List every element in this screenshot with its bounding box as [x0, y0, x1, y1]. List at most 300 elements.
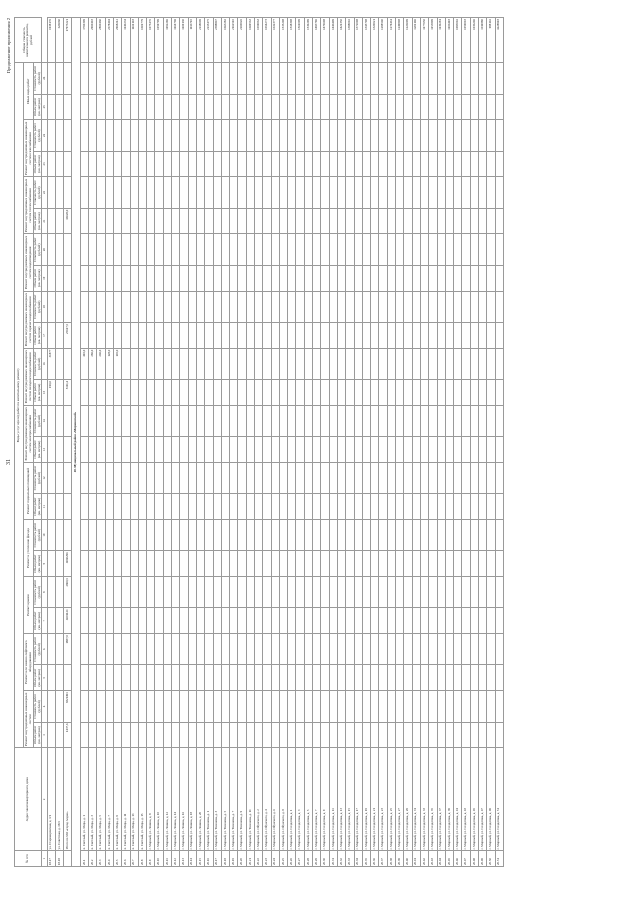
row-value-cell	[138, 494, 146, 520]
row-value-cell	[279, 722, 287, 748]
row-value-cell	[255, 519, 263, 550]
row-value-cell	[296, 551, 304, 577]
row-value-cell	[321, 634, 329, 665]
row-address: г. Мирный, ул. Солдатова, д. 35	[429, 748, 437, 851]
row-value-cell	[279, 608, 287, 634]
row-value-cell	[213, 291, 221, 322]
row-value-cell	[354, 551, 362, 577]
row-value-cell	[213, 405, 221, 436]
row-value-cell	[255, 94, 263, 120]
row-value-cell	[147, 519, 155, 550]
row-value-cell	[337, 437, 345, 463]
row-value-cell	[429, 63, 437, 94]
row-address: г. Мирный, ул. Солдатова, д. 3	[296, 748, 304, 851]
row-value-cell	[138, 234, 146, 265]
row-value-cell	[147, 234, 155, 265]
row-value-cell	[122, 519, 130, 550]
row-value-cell	[495, 94, 503, 120]
row-value-cell	[64, 494, 72, 520]
row-value-cell	[221, 208, 229, 234]
row-value-cell	[64, 63, 72, 94]
row-value-cell	[479, 177, 487, 208]
row-value-cell	[313, 634, 321, 665]
row-value-cell	[271, 405, 279, 436]
row-address: ул. Советская, д. 18/1	[55, 748, 63, 851]
row-value-cell	[346, 120, 354, 151]
row-value-cell	[346, 208, 354, 234]
row-value-cell	[313, 151, 321, 177]
row-value-cell	[89, 151, 97, 177]
row-number: 20.17	[213, 851, 221, 867]
row-value-cell	[97, 94, 105, 120]
row-value-cell	[420, 691, 428, 722]
row-value-cell	[354, 494, 362, 520]
table-row	[213, 18, 221, 867]
row-value-cell	[163, 405, 171, 436]
row-value-cell	[387, 208, 395, 234]
row-value-cell	[396, 348, 404, 379]
row-value-cell	[271, 551, 279, 577]
row-value-cell	[371, 348, 379, 379]
row-value-cell	[337, 63, 345, 94]
row-value-cell	[296, 177, 304, 208]
work-group-header: Ремонт внутридомовых инженерных систем электроснабжения	[23, 407, 32, 461]
row-value-cell	[288, 151, 296, 177]
row-value-cell	[47, 494, 55, 520]
row-value-cell	[89, 177, 97, 208]
row-value-cell	[155, 234, 163, 265]
row-value-cell	[412, 291, 420, 322]
row-value-cell	[420, 234, 428, 265]
row-value-cell	[196, 519, 204, 550]
row-value-cell	[55, 348, 63, 379]
row-value-cell	[64, 348, 72, 379]
row-value-cell	[454, 405, 462, 436]
row-value-cell	[80, 63, 88, 94]
table-row	[279, 18, 287, 867]
row-value-cell	[379, 208, 387, 234]
table-row	[172, 18, 180, 867]
row-value-cell	[196, 291, 204, 322]
row-value-cell	[271, 322, 279, 348]
row-value-cell	[437, 577, 445, 608]
row-value-cell	[362, 291, 370, 322]
row-value-cell	[172, 519, 180, 550]
row-value-cell	[221, 94, 229, 120]
row-value-cell	[155, 665, 163, 691]
row-value-cell	[279, 577, 287, 608]
row-value-cell: 2860,5	[64, 577, 72, 608]
row-value-cell	[172, 380, 180, 406]
row-value-cell	[263, 63, 271, 94]
row-value-cell	[470, 380, 478, 406]
row-value-cell	[429, 577, 437, 608]
row-number: 20.12	[172, 851, 180, 867]
work-group-header: Иные виды работ	[24, 63, 34, 120]
row-value-cell	[263, 151, 271, 177]
row-value-cell	[271, 665, 279, 691]
row-value-cell	[105, 634, 113, 665]
row-value-cell	[346, 322, 354, 348]
row-value-cell	[445, 665, 453, 691]
row-value-cell	[313, 462, 321, 493]
row-value-cell	[138, 405, 146, 436]
row-value-cell	[454, 151, 462, 177]
volume-subheader: Объем работ (кв. метров)	[34, 94, 42, 120]
row-value-cell	[445, 265, 453, 291]
row-value-cell	[263, 577, 271, 608]
row-number: 20.36	[371, 851, 379, 867]
row-value-cell	[196, 405, 204, 436]
row-value-cell	[304, 691, 312, 722]
row-value-cell	[263, 291, 271, 322]
row-total-cost: 1036206	[470, 18, 478, 63]
row-value-cell	[213, 177, 221, 208]
row-value-cell	[238, 291, 246, 322]
row-value-cell	[487, 462, 495, 493]
row-value-cell	[155, 691, 163, 722]
row-value-cell	[429, 462, 437, 493]
row-value-cell	[221, 177, 229, 208]
column-index: 3	[42, 722, 47, 748]
row-value-cell	[188, 665, 196, 691]
row-value-cell	[263, 665, 271, 691]
row-value-cell	[230, 437, 238, 463]
row-value-cell	[279, 177, 287, 208]
row-value-cell	[387, 63, 395, 94]
row-value-cell	[130, 348, 138, 379]
row-address: г. Мирный, ул. Солдатова, д. 25	[387, 748, 395, 851]
row-value-cell	[429, 208, 437, 234]
row-value-cell	[304, 437, 312, 463]
row-value-cell	[420, 177, 428, 208]
row-value-cell	[437, 63, 445, 94]
row-value-cell	[130, 208, 138, 234]
row-value-cell	[221, 63, 229, 94]
row-value-cell	[354, 265, 362, 291]
row-value-cell	[288, 691, 296, 722]
row-value-cell	[470, 208, 478, 234]
row-value-cell	[479, 405, 487, 436]
row-value-cell	[362, 519, 370, 550]
row-value-cell	[172, 151, 180, 177]
row-value-cell	[362, 634, 370, 665]
row-value-cell	[255, 634, 263, 665]
row-value-cell	[371, 380, 379, 406]
row-number: 20.40	[404, 851, 412, 867]
row-value-cell	[130, 151, 138, 177]
row-value-cell	[97, 608, 105, 634]
row-value-cell	[313, 691, 321, 722]
row-value-cell	[271, 519, 279, 550]
row-value-cell	[362, 462, 370, 493]
row-value-cell	[238, 94, 246, 120]
row-value-cell	[454, 322, 462, 348]
row-value-cell	[279, 94, 287, 120]
row-value-cell	[346, 634, 354, 665]
volume-subheader: Объем работ (кв. метров)	[34, 437, 42, 463]
row-value-cell	[180, 322, 188, 348]
row-number	[64, 851, 72, 867]
column-index: 14	[42, 405, 47, 436]
row-value-cell	[47, 151, 55, 177]
row-value-cell	[412, 519, 420, 550]
row-value-cell	[495, 265, 503, 291]
row-value-cell	[97, 234, 105, 265]
row-value-cell	[379, 120, 387, 151]
table-row	[362, 18, 370, 867]
row-number: 20.31	[329, 851, 337, 867]
row-value-cell	[379, 322, 387, 348]
row-number: 20.46	[454, 851, 462, 867]
row-value-cell	[329, 551, 337, 577]
row-value-cell	[313, 519, 321, 550]
row-value-cell	[122, 208, 130, 234]
row-value-cell	[321, 608, 329, 634]
row-value-cell	[64, 291, 72, 322]
row-value-cell	[113, 234, 121, 265]
row-value-cell	[255, 462, 263, 493]
row-value-cell	[180, 177, 188, 208]
volume-subheader: Объем работ (кв. метров)	[34, 265, 42, 291]
row-value-cell	[429, 291, 437, 322]
row-value-cell	[122, 322, 130, 348]
row-value-cell	[288, 577, 296, 608]
table-row	[387, 18, 395, 867]
row-value-cell	[89, 634, 97, 665]
row-value-cell	[246, 380, 254, 406]
row-value-cell	[445, 94, 453, 120]
cost-subheader: Стоимость работ (рублей)	[34, 291, 42, 322]
row-value-cell	[271, 437, 279, 463]
table-row	[122, 18, 130, 867]
row-value-cell	[412, 348, 420, 379]
row-address: г. Мирный, ул. Солдатова, д. 29	[404, 748, 412, 851]
row-value-cell	[163, 94, 171, 120]
row-value-cell	[130, 462, 138, 493]
row-address: г. Мирный, ул. Тихонова, д. 5	[221, 748, 229, 851]
row-value-cell	[105, 291, 113, 322]
row-value-cell	[55, 234, 63, 265]
row-value-cell	[412, 494, 420, 520]
row-value-cell	[429, 551, 437, 577]
row-value-cell	[337, 519, 345, 550]
row-total-cost: 1169130	[180, 18, 188, 63]
row-value-cell: 4601121	[64, 608, 72, 634]
row-value-cell	[329, 722, 337, 748]
row-value-cell	[205, 94, 213, 120]
row-value-cell	[454, 380, 462, 406]
row-value-cell	[130, 494, 138, 520]
row-value-cell	[221, 608, 229, 634]
row-value-cell	[396, 208, 404, 234]
row-value-cell	[437, 519, 445, 550]
row-address: г. Мирный, ул. Солдатова, д. 49	[487, 748, 495, 851]
row-number: 20.30	[321, 851, 329, 867]
row-value-cell	[122, 494, 130, 520]
row-value-cell	[487, 437, 495, 463]
row-value-cell	[296, 265, 304, 291]
row-value-cell	[205, 691, 213, 722]
row-value-cell	[420, 348, 428, 379]
row-value-cell	[354, 348, 362, 379]
cost-subheader: Стоимость работ (рублей)	[34, 63, 42, 94]
row-value-cell	[47, 63, 55, 94]
row-value-cell	[246, 177, 254, 208]
row-value-cell	[462, 634, 470, 665]
row-value-cell	[470, 722, 478, 748]
row-value-cell	[437, 437, 445, 463]
row-value-cell	[89, 519, 97, 550]
row-value-cell	[429, 265, 437, 291]
row-value-cell	[89, 665, 97, 691]
row-value-cell	[346, 348, 354, 379]
row-value-cell	[379, 380, 387, 406]
row-value-cell	[230, 322, 238, 348]
row-value-cell	[404, 94, 412, 120]
row-value-cell	[487, 634, 495, 665]
row-value-cell	[205, 405, 213, 436]
row-value-cell	[329, 348, 337, 379]
row-value-cell	[420, 120, 428, 151]
row-value-cell	[371, 634, 379, 665]
row-value-cell	[89, 265, 97, 291]
row-value-cell	[271, 608, 279, 634]
row-value-cell	[396, 462, 404, 493]
row-value-cell	[445, 551, 453, 577]
row-value-cell	[138, 665, 146, 691]
row-value-cell	[122, 63, 130, 94]
row-value-cell	[321, 151, 329, 177]
row-value-cell	[105, 322, 113, 348]
row-value-cell	[147, 348, 155, 379]
row-value-cell	[221, 551, 229, 577]
row-value-cell	[470, 494, 478, 520]
row-value-cell	[172, 177, 180, 208]
row-value-cell	[495, 151, 503, 177]
row-value-cell	[180, 63, 188, 94]
row-value-cell	[470, 608, 478, 634]
volume-subheader: Объем работ (кв. метров)	[34, 494, 42, 520]
row-value-cell	[221, 519, 229, 550]
row-value-cell	[445, 437, 453, 463]
row-value-cell	[296, 691, 304, 722]
row-value-cell	[172, 291, 180, 322]
column-index: 16	[42, 348, 47, 379]
row-value-cell	[213, 265, 221, 291]
table-row	[255, 18, 263, 867]
row-value-cell	[396, 120, 404, 151]
row-value-cell	[362, 151, 370, 177]
row-value-cell	[238, 634, 246, 665]
col-number-header: № п/п	[15, 851, 42, 867]
row-value-cell	[337, 265, 345, 291]
row-value-cell	[337, 722, 345, 748]
table-row	[64, 18, 72, 867]
table-row	[238, 18, 246, 867]
column-index: 22	[42, 177, 47, 208]
row-value-cell	[105, 177, 113, 208]
row-value-cell	[404, 380, 412, 406]
table-row	[80, 18, 88, 867]
row-value-cell	[404, 634, 412, 665]
row-value-cell	[263, 120, 271, 151]
row-value-cell	[271, 291, 279, 322]
row-value-cell	[263, 177, 271, 208]
row-value-cell	[89, 380, 97, 406]
row-total-cost: 2960403	[89, 18, 97, 63]
row-value-cell	[454, 94, 462, 120]
row-value-cell	[304, 291, 312, 322]
row-value-cell	[429, 665, 437, 691]
row-value-cell	[420, 608, 428, 634]
row-value-cell	[346, 94, 354, 120]
table-row	[155, 18, 163, 867]
row-value-cell	[454, 63, 462, 94]
row-value-cell	[396, 291, 404, 322]
row-value-cell	[279, 380, 287, 406]
column-index: 19	[42, 265, 47, 291]
row-total-cost: 1140234	[122, 18, 130, 63]
row-value-cell	[180, 551, 188, 577]
row-address: г. Мирный, ул. Ленина, д. 18	[188, 748, 196, 851]
row-number: 20.33	[346, 851, 354, 867]
row-address: п. Светлый, ул. Мира, д. 5	[97, 748, 105, 851]
row-value-cell	[180, 691, 188, 722]
row-number: 20.48	[470, 851, 478, 867]
row-value-cell	[396, 634, 404, 665]
row-address: г. Мирный, ул. Ойунского, д. 6	[271, 748, 279, 851]
row-value-cell	[155, 437, 163, 463]
row-value-cell	[130, 519, 138, 550]
row-value-cell	[396, 380, 404, 406]
row-value-cell	[188, 322, 196, 348]
row-value-cell	[470, 177, 478, 208]
row-value-cell	[147, 577, 155, 608]
row-value-cell	[321, 691, 329, 722]
row-address: п. Светлый, ул. Мира, д. 9	[113, 748, 121, 851]
table-row	[454, 18, 462, 867]
row-value-cell	[113, 94, 121, 120]
row-address: г. Мирный, ул. Солдатова, д. 5	[304, 748, 312, 851]
row-value-cell	[487, 577, 495, 608]
volume-subheader: Объем работ (кв. метров)	[34, 722, 42, 748]
row-address: г. Мирный, ул. Солдатова, д. 13	[337, 748, 345, 851]
row-value-cell	[437, 265, 445, 291]
row-value-cell	[479, 519, 487, 550]
row-value-cell	[329, 691, 337, 722]
row-value-cell	[445, 151, 453, 177]
row-value-cell	[105, 462, 113, 493]
column-index: 9	[42, 551, 47, 577]
row-value-cell	[445, 322, 453, 348]
cost-subheader: Стоимость работ (рублей)	[34, 177, 42, 208]
row-value-cell	[420, 380, 428, 406]
row-value-cell	[288, 437, 296, 463]
row-value-cell	[462, 265, 470, 291]
row-value-cell	[495, 208, 503, 234]
row-value-cell	[55, 577, 63, 608]
row-value-cell	[255, 608, 263, 634]
row-value-cell	[55, 265, 63, 291]
row-value-cell	[246, 265, 254, 291]
row-value-cell	[495, 665, 503, 691]
row-value-cell	[371, 551, 379, 577]
row-total-cost: 2968212	[113, 18, 121, 63]
row-value-cell	[362, 63, 370, 94]
row-value-cell	[147, 722, 155, 748]
row-value-cell	[255, 265, 263, 291]
